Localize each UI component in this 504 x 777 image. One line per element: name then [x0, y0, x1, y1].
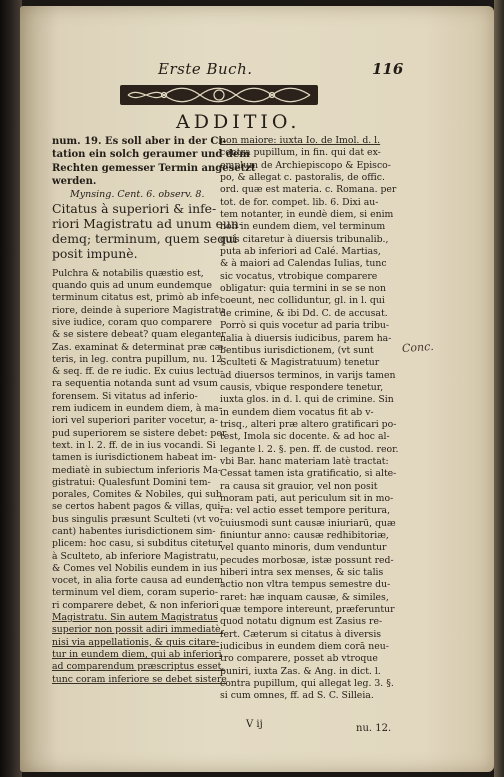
- text-line: text. in l. 2. ff. de in ius vocandi. Si: [52, 439, 216, 451]
- text-line: Sculteti & Magistratuum) tenetur: [220, 357, 380, 369]
- text-line: vbi Bar. hanc materiam latè tractat:: [220, 455, 389, 467]
- text-line: contra pupillum, qui allegat leg. 3. §.: [220, 678, 394, 690]
- section-heading: ADDITIO.: [176, 111, 301, 133]
- underlined-text-line: non maiore: iuxta Io. de Imol. d. l.: [220, 135, 381, 146]
- text-line: iori vel superiori pariter vocetur, a-: [52, 415, 219, 427]
- text-line: forensem. Si vitatus ad inferio-: [52, 390, 198, 402]
- text-line: test, Imola sic docente. & ad hoc al-: [220, 431, 390, 443]
- source-reference: Mynsing. Cent. 6. observ. 8.: [70, 189, 205, 201]
- text-line: teris, in leg. contra pupillum, nu. 12.: [52, 353, 226, 365]
- summary-line: demq; terminum, quem sequi: [52, 230, 238, 246]
- text-line: se certos habent pagos & villas, qui-: [52, 501, 224, 513]
- text-line: plicem: hoc casu, si subditus citetur: [52, 538, 223, 550]
- handwritten-margin-note: Conc.: [401, 339, 435, 356]
- text-line: coeunt, nec colliduntur, gl. in l. qui: [220, 295, 385, 307]
- text-line: quod notatu dignum est Zasius re-: [220, 616, 383, 628]
- text-line: & seq. ff. de re iudic. Ex cuius lectu-: [52, 366, 224, 378]
- floral-headpiece-icon: [120, 84, 318, 106]
- text-line: obligatur: quia termini in se se non: [220, 283, 386, 295]
- summary-line: riori Magistratu ad unum eun-: [52, 216, 244, 232]
- text-line: Pulchra & notabilis quæstio est,: [52, 267, 204, 279]
- text-line: de crimine, & ibi Dd. C. de accusat.: [220, 307, 388, 319]
- underlined-text-line: ad comparendum præscriptus esset,: [52, 661, 225, 673]
- text-line: quis citaretur à diuersis tribunalib.,: [220, 233, 389, 245]
- page-number: 116: [372, 60, 404, 78]
- text-line: puta ab inferiori ad Calé. Martias,: [220, 246, 381, 258]
- text-line: sive iudice, coram quo comparere: [52, 316, 213, 328]
- text-line: Zas. examinat & determinat præ cæ-: [52, 341, 227, 353]
- text-line: gistratui: Qualesfunt Domini tem-: [52, 476, 211, 488]
- text-line: tot. de for. compet. lib. 6. Dixi au-: [220, 196, 379, 208]
- text-line: & à maiori ad Calendas Iulias, tunc: [220, 258, 387, 270]
- text-line: nalia à diuersis iudicibus, parem ha-: [220, 332, 392, 344]
- underlined-text-line: tunc coram inferiore se debet sistere: [52, 673, 227, 685]
- text-line: bentibus iurisdictionem, (vt sunt: [220, 344, 374, 356]
- text-line: ra causa sit grauior, vel non posit: [220, 480, 378, 492]
- underlined-text-line: Magistratu. Sin autem Magistratus: [52, 612, 218, 624]
- text-line: vocet, in alia forte causa ad eundem: [52, 575, 223, 587]
- text-line: cant) habentes iurisdictionem sim-: [52, 525, 216, 537]
- text-line: hiberi intra sex menses, & sic talis: [220, 567, 384, 579]
- signature-mark: V ij: [246, 719, 263, 730]
- text-line: ord. quæ est materia. c. Romana. per: [220, 184, 397, 196]
- text-line: sic vocatus, vtrobique comparere: [220, 270, 378, 282]
- text-line: pecudes morbosæ, istæ possunt red-: [220, 554, 394, 566]
- text-line: iudicibus in eundem diem corā neu-: [220, 641, 389, 653]
- text-line: raret: hæ inquam causæ, & similes,: [220, 591, 389, 603]
- text-line: trisq., alteri præ altero gratificari po-: [220, 418, 397, 430]
- text-line: ra: vel actio esset tempore peritura,: [220, 505, 391, 517]
- book-spine: [0, 0, 22, 777]
- underlined-text-line: tur in eundem diem, qui ab inferiori: [52, 648, 222, 660]
- marginal-heading-line: werden.: [52, 175, 97, 187]
- text-line: contra pupillum, in fin. qui dat ex-: [220, 147, 381, 159]
- text-line: terminum vel diem, coram superio-: [52, 587, 218, 599]
- page-edges: [494, 0, 504, 777]
- text-line: Porrò si quis vocetur ad paria tribu-: [220, 320, 390, 332]
- underlined-text-line: nisi via appellationis, & quis citare-: [52, 636, 220, 648]
- text-line: quæ tempore intereunt, præferuntur: [220, 604, 395, 616]
- text-line: emplum de Archiepiscopo & Episco-: [220, 159, 391, 171]
- text-line: bus singulis præsunt Sculteti (vt vo-: [52, 513, 223, 525]
- text-line: si cum omnes, ff. ad S. C. Silleia.: [220, 690, 374, 702]
- text-line: moram pati, aut periculum sit in mo-: [220, 492, 394, 504]
- text-line: vel quanto minoris, dum venduntur: [220, 542, 387, 554]
- text-line: non in eundem diem, vel terminum: [220, 221, 386, 233]
- text-line: à Sculteto, ab inferiore Magistratu,: [52, 550, 219, 562]
- text-line: & se sistere debeat? quam eleganter: [52, 329, 226, 341]
- text-line: tem notanter, in eundè diem, si enim: [220, 209, 394, 221]
- text-line: Cessat tamen ista gratificatio, si alte-: [220, 468, 397, 480]
- text-line: fert. Cæterum si citatus à diversis: [220, 628, 382, 640]
- text-line: legante l. 2. §. pen. ff. de custod. reor.: [220, 443, 399, 455]
- text-line: ri comparere debet, & non inferiori: [52, 599, 219, 611]
- text-line: puniri, iuxta Zas. & Ang. in dict. l.: [220, 665, 381, 677]
- underlined-text-line: superior non possit adiri immediatè,: [52, 624, 224, 636]
- text-line: tamen is iurisdictionem habeat im-: [52, 452, 217, 464]
- marginal-heading-line: tation ein solch geraumer und dem: [52, 149, 250, 161]
- summary-line: Citatus à superiori & infe-: [52, 201, 217, 217]
- text-line: cuiusmodi sunt causæ iniuriarū, quæ: [220, 517, 396, 529]
- right-column: [220, 135, 399, 703]
- running-head: Erste Buch.: [158, 60, 253, 78]
- text-line: rem iudicem in eundem diem, à ma-: [52, 403, 222, 415]
- text-line: & Comes vel Nobilis eundem in ius: [52, 562, 218, 574]
- text-line: actio non vltra tempus semestre du-: [220, 579, 391, 591]
- marginal-heading-line: num. 19. Es soll aber in der Ci-: [52, 136, 227, 147]
- text-line: ra sequentia notanda sunt ad vsum: [52, 378, 218, 390]
- text-line: tro comparere, posset ab vtroque: [220, 653, 378, 665]
- text-line: causis, vbique respondere tenetur,: [220, 381, 384, 393]
- text-line: mediatè in subiectum inferioris Ma-: [52, 464, 222, 476]
- left-column: [52, 135, 256, 686]
- marginal-heading-line: Rechten gemesser Termin angesetzt: [52, 162, 256, 174]
- text-line: terminum citatus est, primò ab infe-: [52, 292, 223, 304]
- text-line: in eundem diem vocatus fit ab v-: [220, 406, 374, 418]
- text-line: quando quis ad unum eundemque: [52, 280, 212, 292]
- text-line: finiuntur anno: causæ redhibitoriæ,: [220, 530, 389, 541]
- text-line: riore, deinde à superiore Magistratu: [52, 304, 225, 316]
- summary-line: posit impunè.: [52, 245, 138, 261]
- text-line: po, & allegat c. pastoralis, de offic.: [220, 172, 385, 184]
- catchword: nu. 12.: [356, 723, 392, 734]
- text-line: ad diuersos terminos, in varijs tamen: [220, 369, 396, 381]
- text-line: iuxta glos. in d. l. qui de crimine. Sin: [220, 394, 394, 406]
- text-line: porales, Comites & Nobiles, qui sub: [52, 489, 222, 501]
- text-line: pud superiorem se sistere debet: per: [52, 427, 227, 439]
